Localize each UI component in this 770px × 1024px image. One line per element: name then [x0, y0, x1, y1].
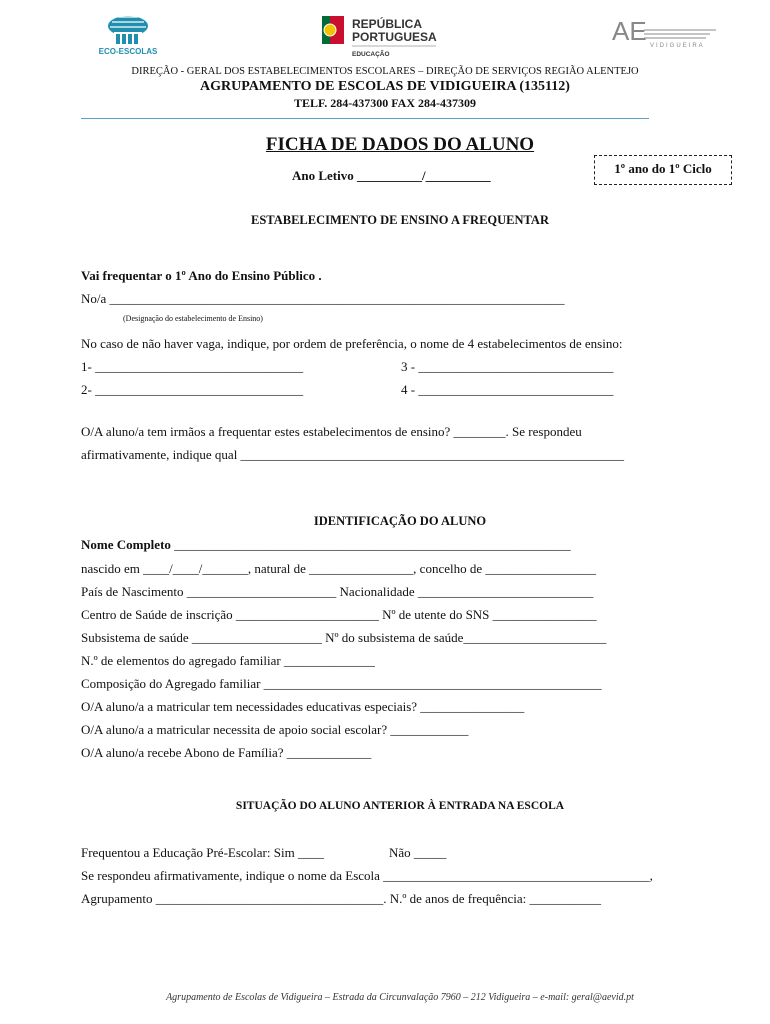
- nome-escola-field[interactable]: Se respondeu afirmativamente, indique o nome da Escola _________________________________________,: [81, 868, 653, 883]
- header-divider: [81, 118, 649, 119]
- subsistema-field[interactable]: Subsistema de saúde ____________________ Nº do subsistema de saúde______________________: [81, 630, 607, 645]
- svg-text:EDUCAÇÃO: EDUCAÇÃO: [352, 51, 390, 58]
- section-identificacao: IDENTIFICAÇÃO DO ALUNO: [313, 514, 487, 528]
- indique-qual-field[interactable]: afirmativamente, indique qual ___________________________________________________________: [81, 447, 625, 462]
- option-1-field[interactable]: 1- ________________________________: [81, 359, 304, 374]
- composicao-agregado-field[interactable]: Composição do Agregado familiar ____________________________________________________: [81, 676, 602, 691]
- svg-text:REPÚBLICA: REPÚBLICA: [352, 17, 423, 31]
- section-estabelecimento: ESTABELECIMENTO DE ENSINO A FREQUENTAR: [251, 213, 549, 227]
- centro-saude-field[interactable]: Centro de Saúde de inscrição ______________________ Nº de utente do SNS ________________: [81, 607, 597, 622]
- nome-completo-label: Nome Completo: [81, 537, 171, 552]
- vai-frequentar-text: Vai frequentar o 1º Ano do Ensino Público .: [81, 268, 322, 283]
- designacao-caption: (Designação do estabelecimento de Ensino): [123, 314, 263, 323]
- nome-completo-field[interactable]: [81, 537, 571, 553]
- estabelecimento-field[interactable]: No/a ______________________________________________________________________: [81, 291, 565, 306]
- abono-familia-field[interactable]: O/A aluno/a recebe Abono de Família? _____________: [81, 745, 372, 760]
- ae-vidigueira-logo: [610, 16, 720, 50]
- footer-text: Agrupamento de Escolas de Vidigueira – Estrada da Circunvalação 7960 – 212 Vidigueira – e-mail: geral@aevid.pt: [166, 992, 634, 1003]
- section-situacao: SITUAÇÃO DO ALUNO ANTERIOR À ENTRADA NA ESCOLA: [235, 800, 565, 812]
- contacts-text: TELF. 284-437300 FAX 284-437309: [293, 96, 476, 110]
- agrupamento-heading: AGRUPAMENTO DE ESCOLAS DE VIDIGUEIRA (135112): [200, 79, 570, 94]
- svg-text:VIDIGUEIRA: VIDIGUEIRA: [650, 43, 705, 49]
- ano-letivo-field[interactable]: Ano Letivo __________/__________: [292, 168, 491, 183]
- pre-escolar-field[interactable]: Frequentou a Educação Pré-Escolar: Sim ____: [81, 845, 324, 860]
- agregado-elementos-field[interactable]: N.º de elementos do agregado familiar ______________: [81, 653, 375, 668]
- ciclo-box: 1º ano do 1º Ciclo: [594, 155, 732, 185]
- apoio-social-field[interactable]: O/A aluno/a a matricular necessita de apoio social escolar? ____________: [81, 722, 469, 737]
- pais-nacionalidade-field[interactable]: País de Nascimento _______________________ Nacionalidade ___________________________: [81, 584, 594, 599]
- page-title: FICHA DE DADOS DO ALUNO: [265, 134, 535, 155]
- option-3-field[interactable]: 3 - ______________________________: [401, 359, 614, 374]
- option-2-field[interactable]: 2- ________________________________: [81, 382, 304, 397]
- svg-text:AE: AE: [612, 16, 647, 46]
- republica-portuguesa-logo: [320, 14, 450, 62]
- option-4-field[interactable]: 4 - ______________________________: [401, 382, 614, 397]
- irmaos-field[interactable]: O/A aluno/a tem irmãos a frequentar estes estabelecimentos de ensino? ________. Se respondeu: [81, 424, 582, 439]
- direcao-text: DIREÇÃO - GERAL DOS ESTABELECIMENTOS ESCOLARES – DIREÇÃO DE SERVIÇOS REGIÃO ALENTEJO: [131, 66, 639, 77]
- no-caso-text: No caso de não haver vaga, indique, por ordem de preferência, o nome de 4 estabelecimentos de ensino:: [81, 336, 623, 351]
- nome-completo-line[interactable]: _____________________________________________________________: [170, 537, 571, 552]
- nao-field[interactable]: Não _____: [389, 845, 447, 860]
- nascimento-field[interactable]: nascido em ____/____/_______, natural de ________________, concelho de _________________: [81, 561, 596, 576]
- nee-field[interactable]: O/A aluno/a a matricular tem necessidades educativas especiais? ________________: [81, 699, 525, 714]
- eco-escolas-logo: [92, 12, 164, 56]
- svg-text:ECO-ESCOLAS: ECO-ESCOLAS: [98, 47, 158, 56]
- svg-text:PORTUGUESA: PORTUGUESA: [352, 30, 437, 44]
- agrupamento-anos-field[interactable]: Agrupamento ___________________________________. N.º de anos de frequência: ___________: [81, 891, 601, 906]
